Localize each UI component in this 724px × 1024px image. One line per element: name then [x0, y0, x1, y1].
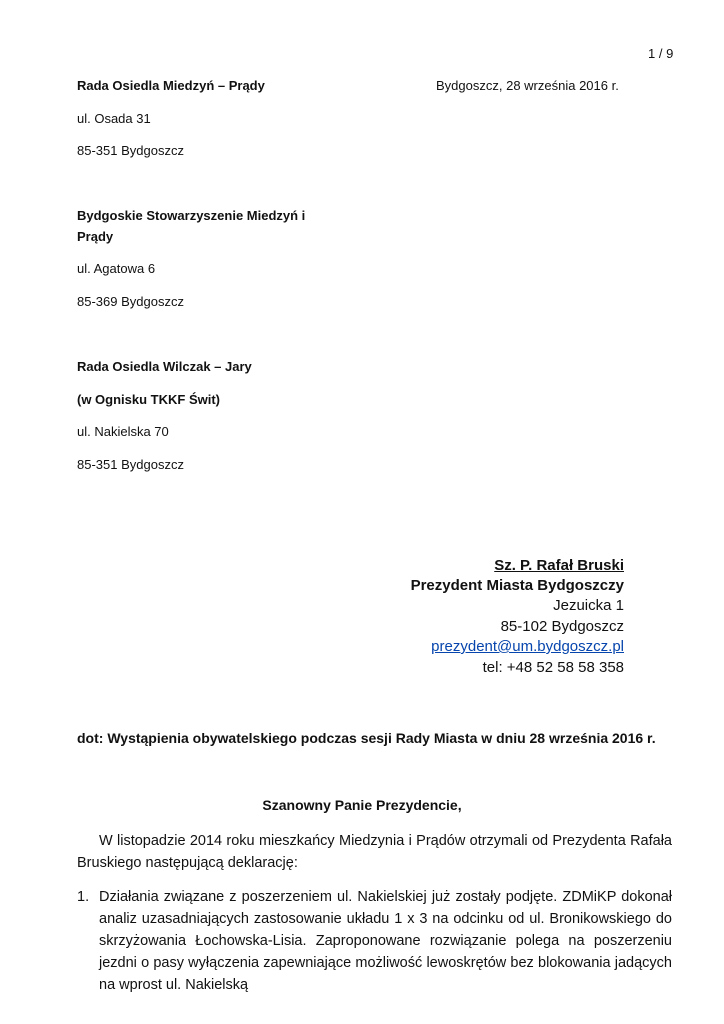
- recipient-name-text: Sz. P. Rafał Bruski: [494, 557, 624, 574]
- sender-2-street: ul. Agatowa 6: [77, 261, 156, 276]
- sender-1-street: ul. Osada 31: [77, 111, 151, 126]
- sender-1-name: Rada Osiedla Miedzyń – Prądy: [77, 78, 265, 93]
- salutation: Szanowny Panie Prezydencie,: [262, 797, 462, 813]
- sender-3-street: ul. Nakielska 70: [77, 424, 169, 439]
- subject-line: dot: Wystąpienia obywatelskiego podczas sesji Rady Miasta w dniu 28 września 2016 r.: [77, 730, 656, 746]
- list-item-text: Działania związane z poszerzeniem ul. Nakielskiej już zostały podjęte. ZDMiKP dokonał analiz uzasadniających zastosowanie układu 1 x 3 na odcinku od ul. Bronikowskiego do skrzyżowania Łochowska-Lisia. Zaproponowane rozwiązanie polega na poszerzeniu jezdni o pasy wyłączenia zapewniające możliwość lewoskrętów bez blokowania jadących na wprost ul. Nakielską: [99, 889, 672, 993]
- date-line: Bydgoszcz, 28 września 2016 r.: [436, 78, 619, 93]
- recipient-email-link[interactable]: prezydent@um.bydgoszcz.pl: [431, 638, 624, 655]
- sender-2-name-line-2: Prądy: [77, 229, 114, 244]
- list-item-number: 1.: [77, 889, 90, 905]
- list-item: [77, 886, 672, 996]
- recipient-email: [431, 637, 624, 657]
- sender-3-name-line-1: Rada Osiedla Wilczak – Jary: [77, 359, 252, 374]
- sender-3-name-line-2: (w Ognisku TKKF Świt): [77, 392, 220, 407]
- sender-2-city: 85-369 Bydgoszcz: [77, 294, 184, 309]
- intro-paragraph: W listopadzie 2014 roku mieszkańcy Miedzynia i Prądów otrzymali od Prezydenta Rafała Bruskiego następującą deklarację:: [77, 833, 672, 871]
- page-number: 1 / 9: [648, 46, 674, 61]
- recipient-title: Prezydent Miasta Bydgoszczy: [410, 577, 624, 594]
- recipient-city: 85-102 Bydgoszcz: [500, 618, 624, 635]
- recipient-name: [494, 556, 624, 576]
- sender-2-name-line-1: Bydgoskie Stowarzyszenie Miedzyń i: [77, 208, 306, 223]
- recipient-phone: tel: +48 52 58 58 358: [482, 659, 624, 676]
- recipient-street: Jezuicka 1: [553, 597, 624, 614]
- sender-3-city: 85-351 Bydgoszcz: [77, 457, 184, 472]
- sender-1-city: 85-351 Bydgoszcz: [77, 143, 184, 158]
